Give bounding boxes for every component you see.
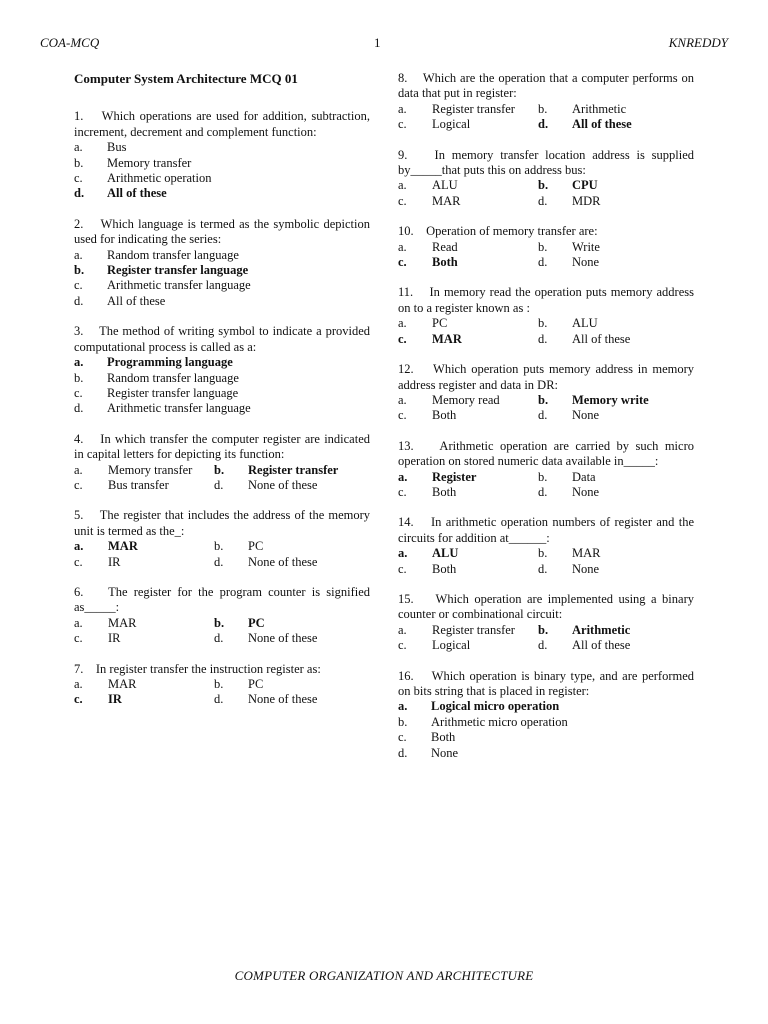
option [74, 616, 214, 631]
question-prompt: The register for the program counter is signified as_____: [74, 584, 371, 615]
option-text: CPU [572, 178, 598, 193]
correct-option [538, 393, 678, 408]
question-block [398, 592, 694, 654]
option [398, 194, 538, 209]
question-prompt: Which language is termed as the symbolic depiction used for indicating the series: [74, 216, 371, 247]
option-text: Arithmetic [572, 101, 627, 116]
option [398, 485, 538, 500]
option [538, 240, 678, 255]
option-text: ALU [432, 546, 459, 561]
question-block [74, 109, 370, 201]
option [398, 715, 694, 730]
option-row [398, 485, 694, 500]
option [74, 140, 370, 155]
option-letter: d. [214, 631, 224, 646]
question-block [398, 285, 694, 347]
option-row [398, 638, 694, 653]
option-text: Programming language [107, 355, 233, 370]
correct-option [398, 255, 538, 270]
question-number: 10. [398, 224, 414, 239]
option-text: MAR [108, 539, 138, 554]
option-letter: d. [538, 638, 548, 653]
option-text: All of these [572, 638, 631, 653]
option-text: Memory transfer [108, 462, 193, 477]
question-prompt: In register transfer the instruction register as: [95, 661, 321, 676]
option-text: None [572, 255, 600, 270]
correct-option [538, 117, 678, 132]
option-text: Arithmetic transfer language [107, 278, 251, 293]
left-column [74, 71, 370, 723]
option-text: Register transfer [248, 462, 339, 477]
option-letter: d. [214, 554, 224, 569]
option-text: All of these [107, 186, 167, 201]
option [398, 562, 538, 577]
option [538, 546, 678, 561]
option [74, 248, 370, 263]
correct-option [74, 186, 370, 201]
option-row [398, 562, 694, 577]
option-letter: d. [398, 745, 408, 760]
option [214, 631, 354, 646]
option-letter: b. [538, 239, 548, 254]
question-number: 3. [74, 324, 84, 339]
option-letter: a. [74, 140, 83, 155]
question-number: 14. [398, 515, 414, 530]
option-letter: b. [538, 622, 549, 637]
option [398, 316, 538, 331]
option-row [398, 470, 694, 485]
option-letter: b. [538, 178, 549, 193]
option-letter: a. [74, 355, 84, 370]
option-row [398, 393, 694, 408]
option [74, 278, 370, 293]
option-text: Both [432, 484, 457, 499]
option-letter: a. [74, 247, 83, 262]
question-prompt: Which operation are implemented using a binary counter or combinational circuit: [398, 591, 694, 622]
option-letter: c. [398, 255, 407, 270]
option-letter: a. [398, 239, 407, 254]
right-question-list [398, 71, 694, 761]
option-text: MAR [108, 677, 137, 691]
option-text: MAR [432, 331, 462, 346]
option-letter: d. [538, 331, 548, 346]
option-text: None [572, 408, 600, 423]
option-text: MAR [432, 193, 461, 208]
header-author: KNREDDY [668, 35, 728, 50]
option-row [398, 546, 694, 561]
correct-option [214, 463, 354, 478]
option [74, 478, 214, 493]
question-text [74, 324, 370, 355]
option-text: ALU [432, 178, 458, 193]
option-text: Memory transfer [107, 155, 192, 170]
option-text: IR [108, 692, 122, 707]
option-text: All of these [572, 331, 631, 346]
option-letter: c. [398, 730, 407, 745]
option [538, 562, 678, 577]
option-text: Memory read [432, 392, 500, 407]
option-letter: a. [398, 469, 408, 484]
option-letter: c. [74, 385, 83, 400]
option-letter: c. [74, 171, 83, 186]
correct-option [398, 699, 694, 714]
question-number: 2. [74, 216, 84, 231]
correct-option [74, 263, 370, 278]
option-text: Logical [432, 117, 471, 132]
option [74, 631, 214, 646]
option-text: Write [572, 239, 600, 254]
question-number: 16. [398, 668, 414, 683]
option-letter: b. [538, 469, 548, 484]
option-letter: c. [74, 477, 83, 492]
question-block [74, 324, 370, 416]
option [538, 470, 678, 485]
question-text [398, 592, 694, 623]
option [398, 117, 538, 132]
option [398, 638, 538, 653]
option-text: None [572, 561, 600, 576]
question-number: 11. [398, 285, 414, 300]
option-text: IR [108, 631, 121, 646]
option-letter: d. [538, 193, 548, 208]
question-text [398, 669, 694, 700]
option-letter: c. [398, 484, 407, 499]
question-prompt: Operation of memory transfer are: [426, 224, 598, 239]
option-list [74, 140, 370, 202]
option-letter: c. [74, 631, 83, 646]
option-text: Register transfer [432, 622, 515, 637]
option-letter: d. [538, 561, 548, 576]
question-number: 9. [398, 147, 408, 162]
header-page-number: 1 [374, 35, 381, 50]
option-text: Register transfer language [107, 263, 249, 278]
option-letter: a. [398, 622, 407, 637]
option [74, 171, 370, 186]
option-letter: a. [398, 101, 407, 116]
option-letter: d. [538, 408, 548, 423]
option-text: Random transfer language [107, 247, 239, 262]
option-row [398, 102, 694, 117]
question-text [398, 439, 694, 470]
option [74, 294, 370, 309]
option-text: Data [572, 469, 596, 484]
option-letter: b. [538, 392, 549, 407]
question-text [398, 515, 694, 546]
option-row [74, 677, 370, 692]
option-letter: b. [74, 155, 84, 170]
question-text [398, 285, 694, 316]
option-text: MAR [108, 615, 137, 630]
option-letter: c. [74, 554, 83, 569]
option-text: Bus transfer [108, 477, 169, 492]
option-letter: c. [398, 561, 407, 576]
option-row [398, 332, 694, 347]
option-letter: a. [398, 392, 407, 407]
question-number: 7. [74, 661, 84, 676]
option-text: PC [248, 677, 264, 691]
option-letter: a. [398, 178, 407, 193]
question-prompt: In memory read the operation puts memory address on to a register known as : [398, 285, 695, 315]
option-row [74, 616, 370, 631]
correct-option [538, 623, 678, 638]
question-block [74, 432, 370, 494]
option-letter: a. [74, 462, 83, 477]
option-row [398, 316, 694, 331]
question-block [398, 669, 694, 761]
option [538, 485, 678, 500]
question-prompt: In which transfer the computer register are indicated in capital letters for depicting its function: [74, 431, 371, 462]
option-letter: b. [214, 677, 224, 691]
option-text: Arithmetic transfer language [107, 401, 251, 416]
option-row [74, 631, 370, 646]
option-letter: a. [398, 546, 408, 561]
option-letter: b. [214, 539, 224, 554]
option-letter: a. [398, 699, 408, 714]
header-course-code: COA-MCQ [40, 35, 100, 50]
question-block [398, 148, 694, 210]
option-row [398, 178, 694, 193]
question-prompt: The register that includes the address of the memory unit is termed as the_: [74, 508, 370, 538]
option [398, 393, 538, 408]
option-letter: c. [398, 408, 407, 423]
option-row [74, 463, 370, 478]
question-block [398, 71, 694, 133]
option [538, 255, 678, 270]
option-text: ALU [572, 316, 598, 331]
option-row [74, 692, 370, 707]
option [398, 746, 694, 761]
question-text [74, 508, 370, 539]
option-letter: b. [538, 546, 548, 561]
option-letter: d. [538, 484, 548, 499]
option-letter: a. [74, 677, 83, 691]
option-text: Register [432, 469, 477, 484]
question-text [74, 662, 370, 677]
right-column [398, 71, 694, 776]
option [398, 178, 538, 193]
option-row [398, 194, 694, 209]
option-text: Register transfer [432, 101, 515, 116]
question-block [74, 662, 370, 708]
option-letter: d. [74, 186, 85, 201]
document-title: Computer System Architecture MCQ 01 [74, 71, 298, 86]
option-text: Arithmetic operation [107, 171, 212, 186]
option-list [74, 355, 370, 417]
option-text: None of these [248, 554, 318, 569]
option-letter: b. [538, 101, 548, 116]
option-text: Random transfer language [107, 370, 239, 385]
option-letter: b. [214, 615, 225, 630]
option-text: None [572, 484, 600, 499]
option [214, 478, 354, 493]
question-prompt: In memory transfer location address is supplied by_____that puts this on address bus: [398, 147, 694, 178]
option-letter: c. [74, 278, 83, 293]
question-prompt: Which operation is binary type, and are performed on bits string that is placed in register: [398, 668, 695, 698]
option-letter: c. [398, 193, 407, 208]
option-text: Logical micro operation [431, 699, 560, 714]
question-prompt: Which are the operation that a computer performs on data that put in register: [398, 71, 694, 101]
question-number: 6. [74, 584, 84, 599]
question-prompt: The method of writing symbol to indicate a provided computational process is called as a: [74, 324, 371, 354]
option-letter: c. [74, 692, 83, 707]
option [538, 194, 678, 209]
option-text: IR [108, 554, 121, 569]
question-text [398, 148, 694, 179]
option-text: Both [432, 255, 458, 270]
question-prompt: Which operations are used for addition, subtraction, increment, decrement and complement function: [74, 109, 370, 139]
option-letter: b. [214, 462, 225, 477]
option-row [398, 240, 694, 255]
option [538, 408, 678, 423]
question-number: 12. [398, 362, 414, 377]
option-text: None of these [248, 692, 318, 707]
option-letter: d. [214, 477, 224, 492]
option [538, 638, 678, 653]
option-text: Arithmetic [572, 622, 631, 637]
option [214, 539, 354, 554]
correct-option [538, 178, 678, 193]
option-letter: b. [398, 714, 408, 729]
option-list [74, 248, 370, 310]
option [214, 692, 354, 707]
option-text: PC [432, 316, 448, 331]
question-block [74, 508, 370, 570]
question-number: 5. [74, 508, 84, 523]
option-text: None of these [248, 477, 318, 492]
option-row [74, 478, 370, 493]
option-letter: a. [398, 316, 407, 331]
option-text: Both [432, 408, 457, 423]
option-text: Arithmetic micro operation [431, 714, 568, 729]
option-text: PC [248, 615, 265, 630]
question-block [74, 585, 370, 647]
question-number: 15. [398, 591, 414, 606]
option-text: Both [431, 730, 456, 745]
option [214, 677, 354, 692]
question-prompt: Which operation puts memory address in memory address register and data in DR: [398, 362, 695, 392]
question-number: 13. [398, 438, 414, 453]
option [398, 102, 538, 117]
option-letter: c. [398, 331, 407, 346]
option-text: All of these [107, 293, 166, 308]
option-letter: d. [214, 692, 224, 707]
option [214, 555, 354, 570]
option-letter: d. [74, 401, 84, 416]
option-text: Memory write [572, 392, 649, 407]
option-text: All of these [572, 117, 632, 132]
option-list [398, 699, 694, 761]
correct-option [74, 355, 370, 370]
option [398, 623, 538, 638]
option [398, 408, 538, 423]
option-text: Logical [432, 638, 471, 653]
option-letter: b. [74, 263, 85, 278]
option-letter: b. [538, 316, 548, 331]
option-letter: d. [538, 255, 548, 270]
option [538, 316, 678, 331]
question-block [398, 224, 694, 270]
option-row [398, 623, 694, 638]
question-prompt: Arithmetic operation are carried by such micro operation on stored numeric data available in_____: [398, 438, 694, 469]
correct-option [214, 616, 354, 631]
question-text [398, 224, 694, 239]
option-letter: c. [398, 117, 407, 132]
question-text [398, 71, 694, 102]
correct-option [398, 470, 538, 485]
question-number: 8. [398, 71, 408, 85]
option-row [398, 255, 694, 270]
option [74, 386, 370, 401]
option-text: Both [432, 561, 457, 576]
option-letter: d. [538, 117, 549, 132]
option-text: Bus [107, 140, 127, 155]
option [538, 102, 678, 117]
option-row [398, 408, 694, 423]
option-text: MDR [572, 193, 601, 208]
option-letter: c. [398, 638, 407, 653]
question-number: 1. [74, 109, 84, 124]
question-block [398, 515, 694, 577]
option [74, 463, 214, 478]
question-prompt: In arithmetic operation numbers of register and the circuits for addition at______: [398, 515, 694, 545]
option [74, 555, 214, 570]
option-letter: d. [74, 293, 84, 308]
correct-option [74, 692, 214, 707]
question-block [398, 362, 694, 424]
correct-option [398, 546, 538, 561]
option-text: None of these [248, 631, 318, 646]
option-text: Read [432, 239, 458, 254]
left-question-list [74, 109, 370, 707]
option-text: None [431, 745, 459, 760]
question-number: 4. [74, 431, 84, 446]
question-text [74, 585, 370, 616]
option-row [74, 539, 370, 554]
option [74, 371, 370, 386]
option-letter: b. [74, 370, 84, 385]
option [398, 730, 694, 745]
correct-option [74, 539, 214, 554]
question-block [398, 439, 694, 501]
option [74, 401, 370, 416]
option-row [398, 117, 694, 132]
question-text [74, 432, 370, 463]
option [74, 156, 370, 171]
option-text: Register transfer language [107, 385, 239, 400]
option-row [74, 555, 370, 570]
question-text [74, 109, 370, 140]
question-text [398, 362, 694, 393]
option [74, 677, 214, 692]
option [398, 240, 538, 255]
option [538, 332, 678, 347]
question-block [74, 217, 370, 309]
page-footer: COMPUTER ORGANIZATION AND ARCHITECTURE [234, 968, 534, 983]
option-text: MAR [572, 546, 601, 561]
question-text [74, 217, 370, 248]
correct-option [398, 332, 538, 347]
option-letter: a. [74, 539, 84, 554]
option-letter: a. [74, 615, 83, 630]
option-text: PC [248, 539, 264, 554]
